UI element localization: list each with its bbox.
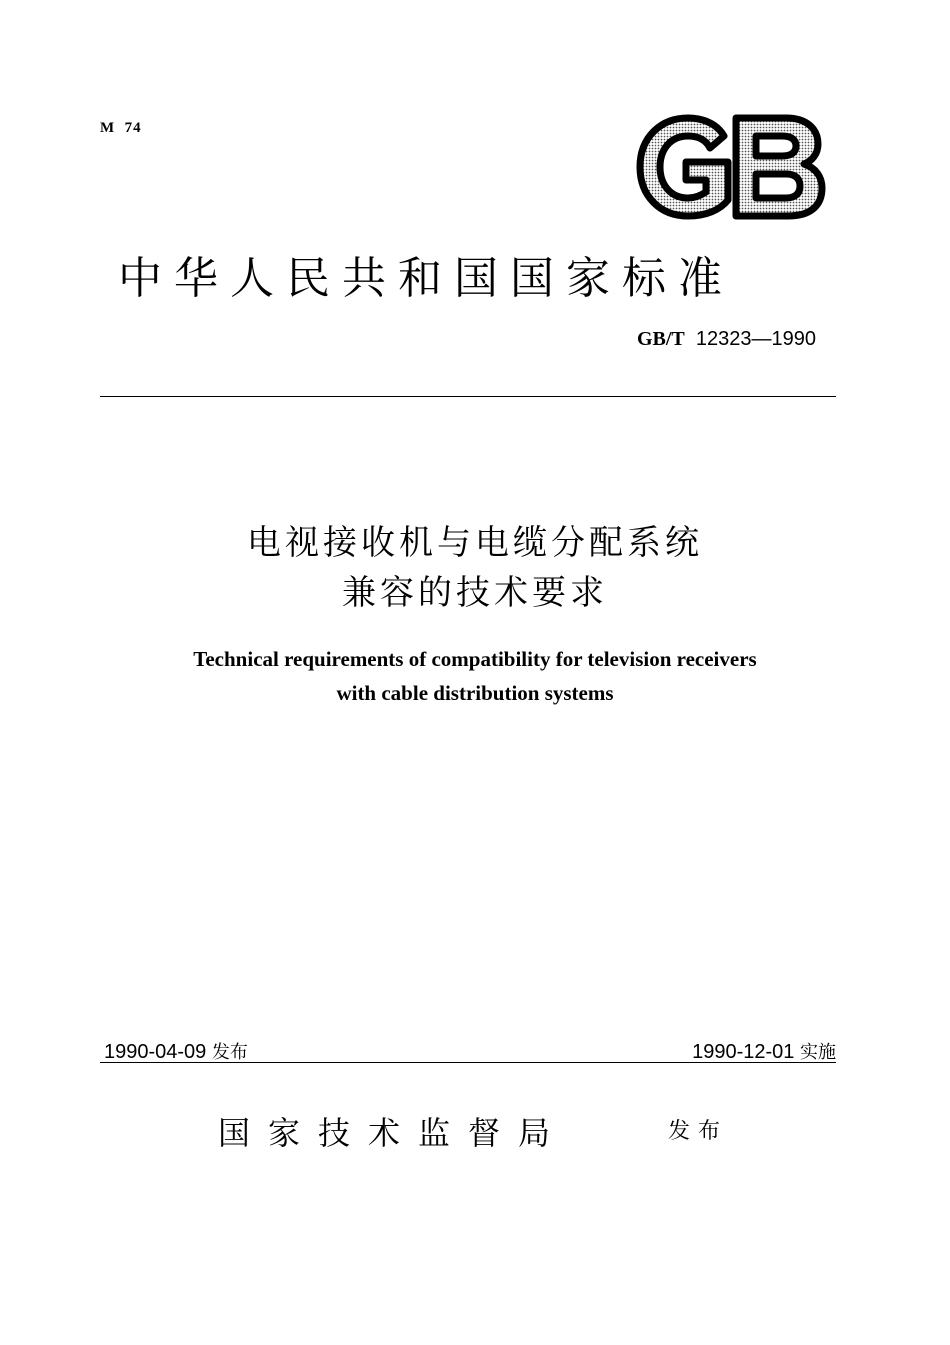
effective-date-label: 实施 <box>800 1042 836 1063</box>
standard-number-value: 12323—1990 <box>695 328 816 350</box>
title-en-line1: Technical requirements of compatibility for television receivers <box>193 647 757 671</box>
title-cn-line2: 兼容的技术要求 <box>342 573 608 613</box>
standard-prefix: GB/T <box>636 328 685 350</box>
title-en-line2: with cable distribution systems <box>336 681 614 705</box>
effective-date <box>692 1038 836 1064</box>
national-standard-heading: 中华人民共和国国家标准 <box>118 253 734 304</box>
issuing-authority: 国家技术监督局 <box>218 1114 569 1152</box>
header-divider <box>100 396 836 397</box>
issue-date-label: 发布 <box>211 1042 248 1063</box>
date-divider <box>100 1062 836 1063</box>
gb-logo-icon <box>636 114 826 220</box>
title-cn-line1: 电视接收机与电缆分配系统 <box>247 523 703 563</box>
standard-number <box>637 328 816 351</box>
issue-date <box>104 1038 248 1064</box>
issuing-action: 发布 <box>668 1119 729 1144</box>
issue-date-value: 1990-04-09 <box>104 1041 207 1063</box>
effective-date-value: 1990-12-01 <box>692 1041 795 1063</box>
classification-code: M 74 <box>100 120 142 136</box>
